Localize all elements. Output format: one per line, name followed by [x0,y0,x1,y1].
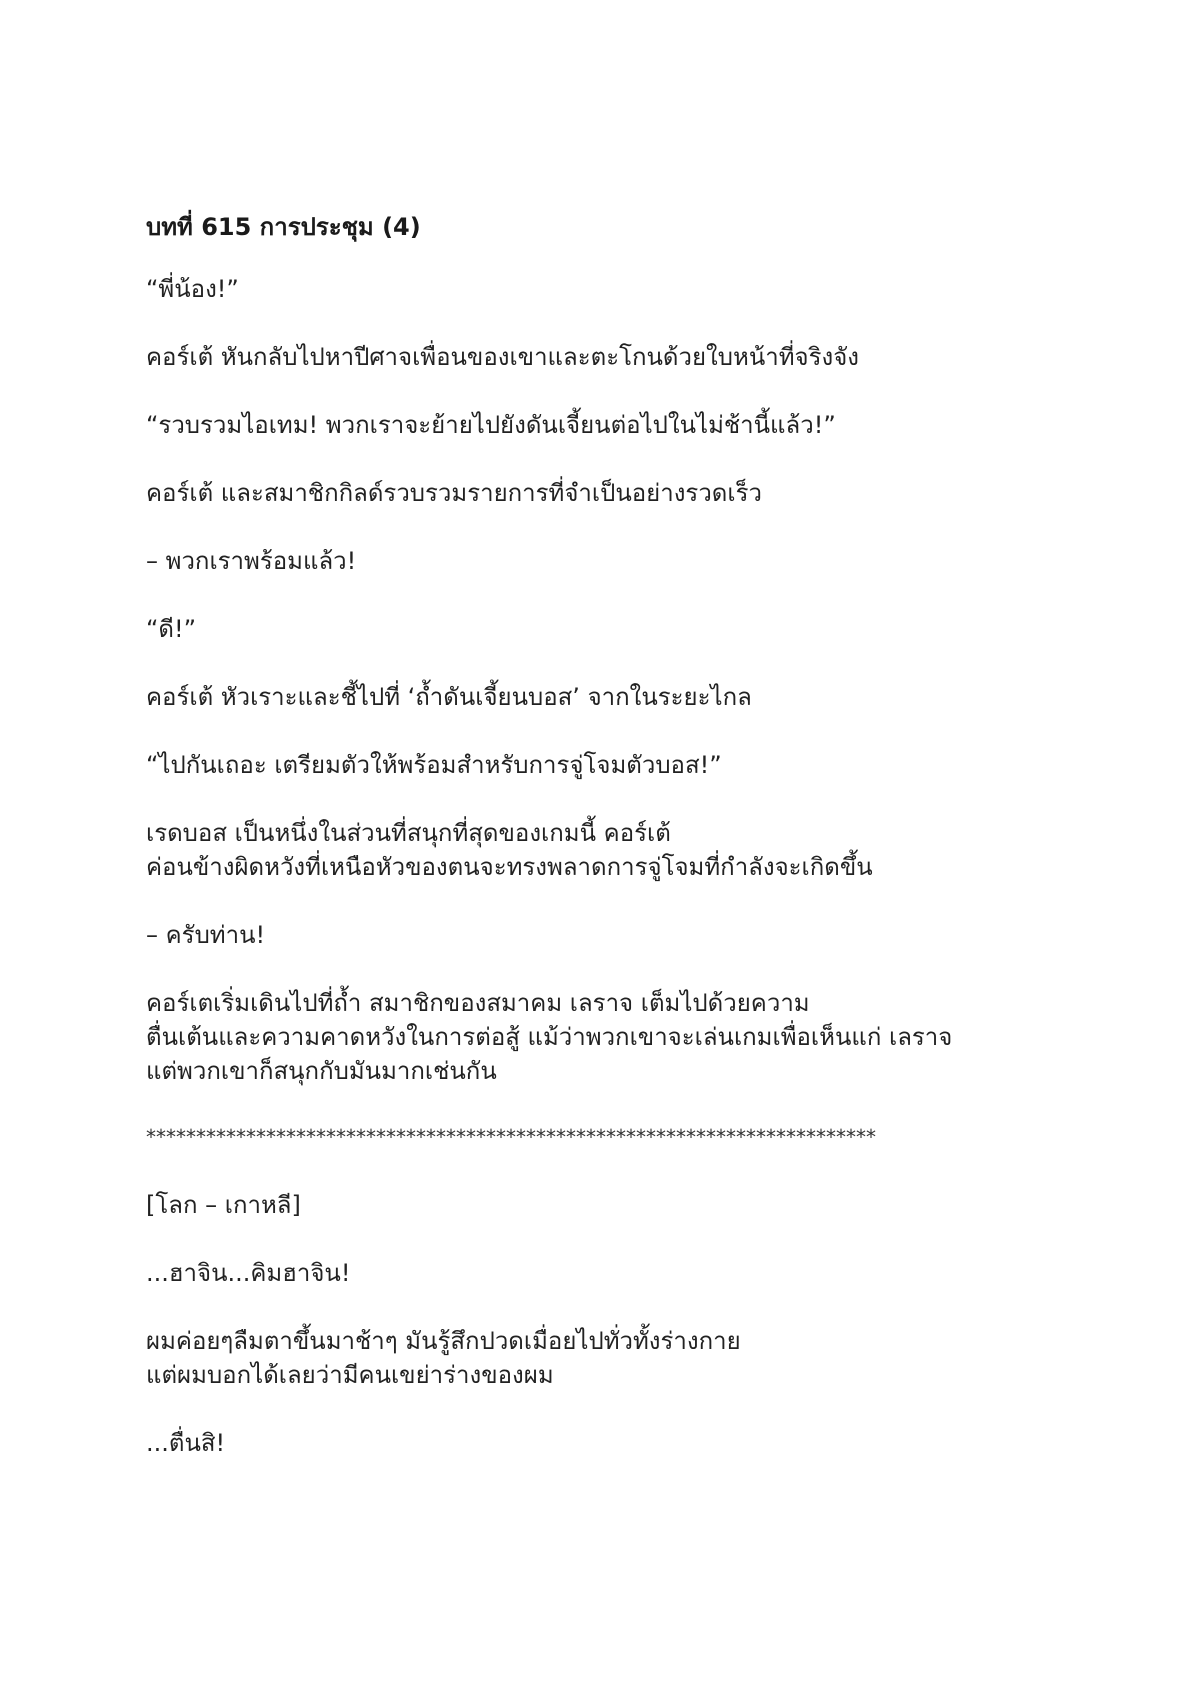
paragraph-line: “ดี!” [146,615,197,643]
paragraph-line: แต่พวกเขาก็สนุกกับมันมากเช่นกัน [146,1057,497,1085]
paragraph-line: ค่อนข้างผิดหวังที่เหนือหัวของตนจะทรงพลาดการจู่โจมที่กำลังจะเกิดขึ้น [146,853,873,881]
paragraph [146,612,1046,646]
paragraph [146,1324,1046,1392]
paragraph-line: ผมค่อยๆลืมตาขึ้นมาช้าๆ มันรู้สึกปวดเมื่อยไปทั่วทั้งร่างกาย [146,1327,741,1355]
paragraph-line: “รวบรวมไอเทม! พวกเราจะย้ายไปยังดันเจี้ยนต่อไปในไม่ช้านี้แล้ว!” [146,411,836,439]
paragraph [146,918,1046,952]
paragraph-line: [โลก – เกาหลี] [146,1191,301,1219]
paragraphs-before-divider [146,272,1046,1088]
paragraph [146,408,1046,442]
paragraph [146,986,1046,1088]
paragraph [146,748,1046,782]
paragraph-line: เรดบอส เป็นหนึ่งในส่วนที่สนุกที่สุดของเกมนี้ คอร์เต้ [146,819,671,847]
paragraph [146,272,1046,306]
paragraph-line: แต่ผมบอกได้เลยว่ามีคนเขย่าร่างของผม [146,1361,554,1389]
paragraph-line: คอร์เต้ และสมาชิกกิลด์รวบรวมรายการที่จำเป็นอย่างรวดเร็ว [146,479,762,507]
paragraph-line: “ไปกันเถอะ เตรียมตัวให้พร้อมสำหรับการจู่โจมตัวบอส!” [146,751,722,779]
paragraph-line: ...ตื่นสิ! [146,1429,226,1457]
paragraph-line: คอร์เต้ หัวเราะและชี้ไปที่ ‘ถ้ำดันเจี้ยนบอส’ จากในระยะไกล [146,683,752,711]
paragraph-line: “พี่น้อง!” [146,275,239,303]
paragraph [146,340,1046,374]
paragraph-line: คอร์เต้ หันกลับไปหาปีศาจเพื่อนของเขาและตะโกนด้วยใบหน้าที่จริงจัง [146,343,859,371]
document-body [146,210,1046,1494]
paragraph-line: – ครับท่าน! [146,921,266,949]
paragraph [146,1188,1046,1222]
paragraphs-after-divider [146,1188,1046,1460]
paragraph [146,1426,1046,1460]
paragraph-line: ตื่นเต้นและความคาดหวังในการต่อสู้ แม้ว่าพวกเขาจะเล่นเกมเพื่อเห็นแก่ เลราจ [146,1023,953,1051]
paragraph [146,1256,1046,1290]
paragraph [146,476,1046,510]
section-divider: ************************************************************************* [146,1125,876,1149]
paragraph-line: ...ฮาจิน...คิมฮาจิน! [146,1259,351,1287]
chapter-title: บทที่ 615 การประชุม (4) [146,213,421,241]
paragraph [146,544,1046,578]
paragraph [146,816,1046,884]
paragraph-line: คอร์เตเริ่มเดินไปที่ถ้ำ สมาชิกของสมาคม เลราจ เต็มไปด้วยความ [146,989,810,1017]
paragraph [146,680,1046,714]
paragraph-line: – พวกเราพร้อมแล้ว! [146,547,357,575]
